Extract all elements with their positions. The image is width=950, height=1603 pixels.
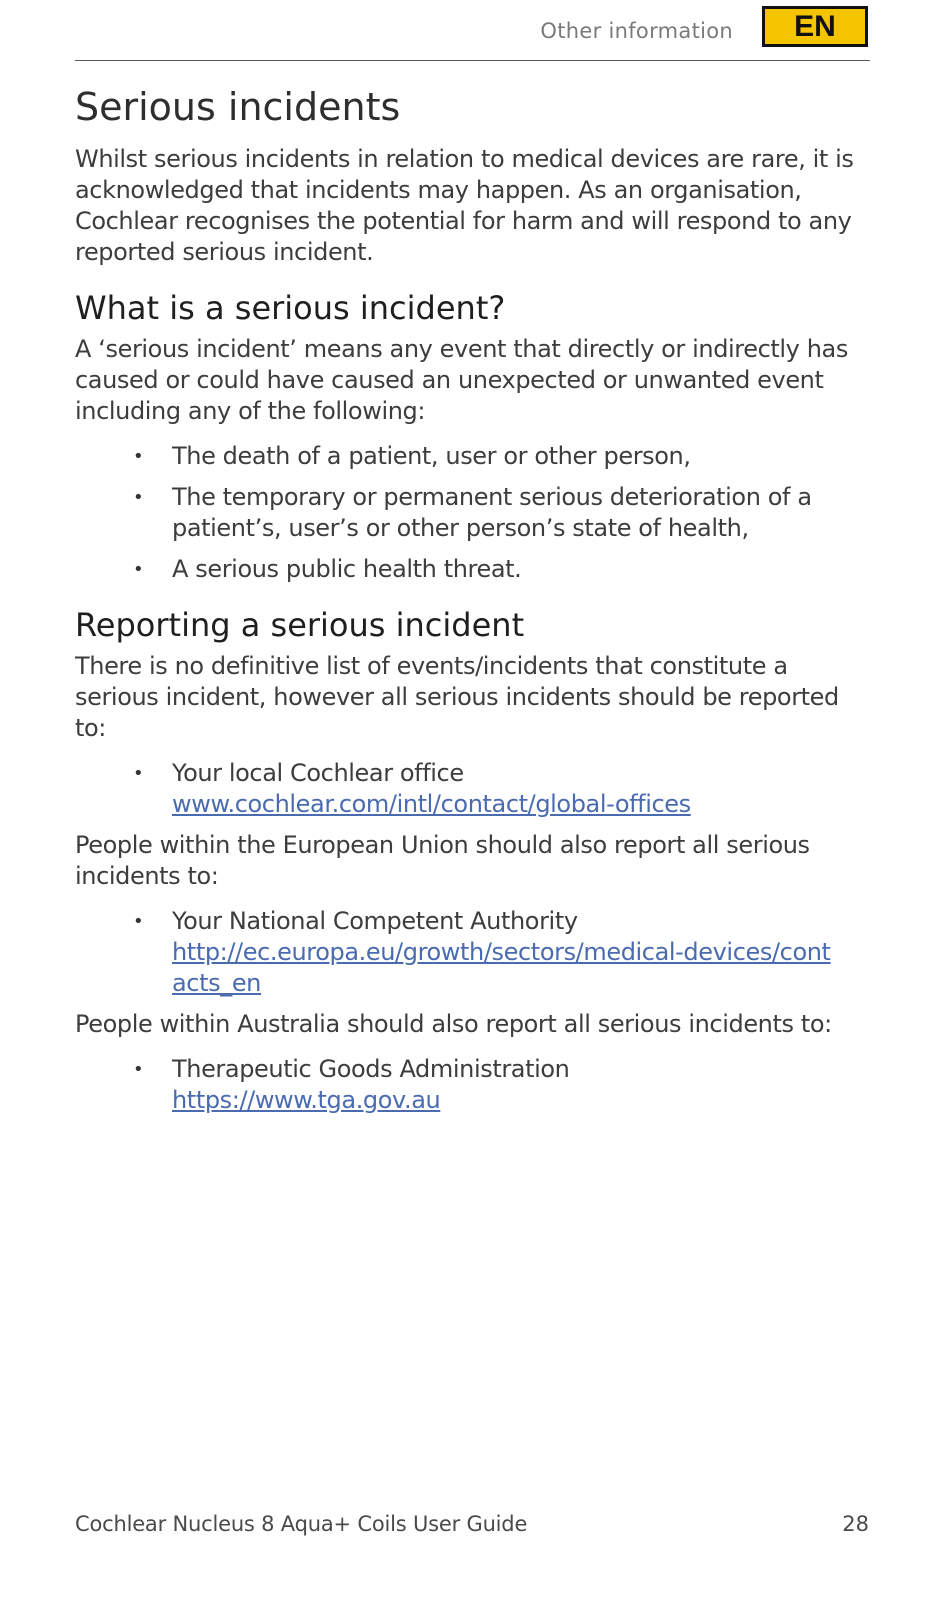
reporting-paragraph: There is no definitive list of events/incidents that constitute a serious incident, however all serious incidents should be reported to: bbox=[75, 652, 839, 742]
list-item bbox=[75, 1054, 875, 1116]
bullet-icon: • bbox=[133, 1059, 144, 1080]
list-item bbox=[75, 482, 875, 544]
eu-list bbox=[75, 906, 875, 999]
list-item-text: The death of a patient, user or other person, bbox=[172, 442, 691, 470]
page-content bbox=[75, 82, 875, 1126]
what-paragraph: A ‘serious incident’ means any event that directly or indirectly has caused or could have caused an unexpected or unwanted event including any of the following: bbox=[75, 335, 848, 425]
bullet-icon: • bbox=[133, 763, 144, 784]
language-badge: EN bbox=[762, 6, 868, 47]
list-item bbox=[75, 554, 875, 585]
eu-paragraph: People within the European Union should also report all serious incidents to: bbox=[75, 831, 810, 890]
bullet-icon: • bbox=[133, 559, 144, 580]
what-heading: What is a serious incident? bbox=[75, 289, 506, 327]
eu-authority-link[interactable]: http://ec.europa.eu/growth/sectors/medical-devices/contacts_en bbox=[172, 938, 831, 997]
local-office-link[interactable]: www.cochlear.com/intl/contact/global-offices bbox=[172, 790, 691, 818]
au-paragraph: People within Australia should also report all serious incidents to: bbox=[75, 1010, 832, 1038]
local-list bbox=[75, 758, 875, 820]
bullet-icon: • bbox=[133, 487, 144, 508]
tga-link[interactable]: https://www.tga.gov.au bbox=[172, 1086, 441, 1114]
page-title: Serious incidents bbox=[75, 85, 401, 129]
intro-paragraph: Whilst serious incidents in relation to medical devices are rare, it is acknowledged that incidents may happen. As an organisation, Cochlear recognises the potential for harm and will respond to any reported serious incident. bbox=[75, 145, 854, 266]
local-office-label: Your local Cochlear office bbox=[172, 759, 464, 787]
au-list bbox=[75, 1054, 875, 1116]
list-item-text: The temporary or permanent serious deterioration of a patient’s, user’s or other person’s state of health, bbox=[172, 483, 812, 542]
bullet-icon: • bbox=[133, 911, 144, 932]
list-item-text: A serious public health threat. bbox=[172, 555, 522, 583]
list-item bbox=[75, 906, 875, 999]
section-label: Other information bbox=[540, 19, 733, 43]
page-number: 28 bbox=[842, 1512, 869, 1536]
reporting-heading: Reporting a serious incident bbox=[75, 606, 525, 644]
list-item bbox=[75, 441, 875, 472]
list-item bbox=[75, 758, 875, 820]
what-list bbox=[75, 441, 875, 585]
page-header bbox=[75, 0, 870, 61]
tga-label: Therapeutic Goods Administration bbox=[172, 1055, 570, 1083]
footer-title: Cochlear Nucleus 8 Aqua+ Coils User Guide bbox=[75, 1512, 528, 1536]
bullet-icon: • bbox=[133, 446, 144, 467]
eu-authority-label: Your National Competent Authority bbox=[172, 907, 578, 935]
